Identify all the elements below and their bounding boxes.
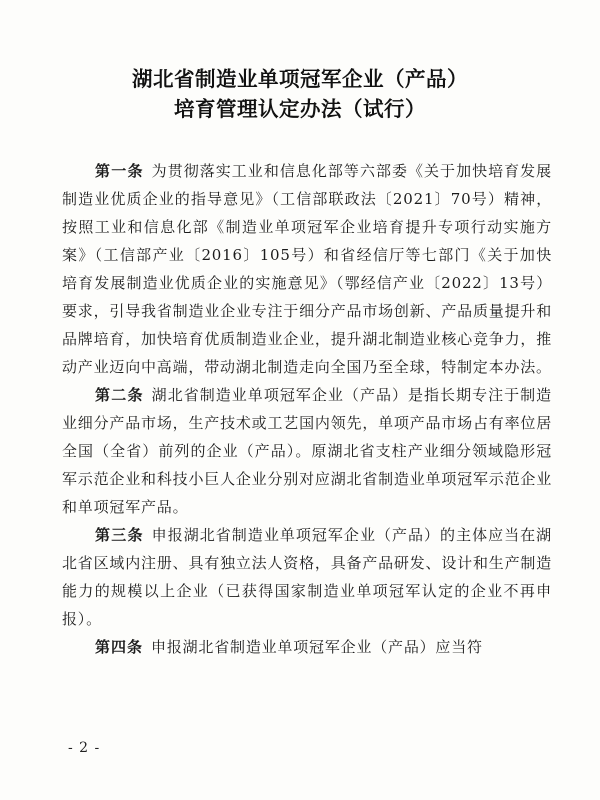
article-4 xyxy=(62,633,552,661)
article-2 xyxy=(62,381,552,521)
article-3-text: 申报湖北省制造业单项冠军企业（产品）的主体应当在湖北省区域内注册、具有独立法人资格，具备产品研发、设计和生产制造能力的规模以上企业（已获得国家制造业单项冠军认定的企业不再申报）。 xyxy=(62,526,552,628)
article-1-text: 为贯彻落实工业和信息化部等六部委《关于加快培育发展制造业优质企业的指导意见》（工信部联政法〔2021〕70号）精神，按照工业和信息化部《制造业单项冠军企业培育提升专项行动实施方案》（工信部产业〔2016〕105号）和省经信厅等七部门《关于加快培育发展制造业优质企业的实施意见》（鄂经信产业〔2022〕13号）要求，引导我省制造业企业专注于细分产品市场创新、产品质量提升和品牌培育，加快培育优质制造业企业，提升湖北制造业核心竞争力，推动产业迈向中高端，带动湖北制造走向全国乃至全球，特制定本办法。 xyxy=(62,162,552,376)
document-title-line-2: 培育管理认定办法（试行） xyxy=(174,97,426,121)
page-number: - 2 - xyxy=(68,740,101,756)
article-2-lead: 第二条 xyxy=(95,386,144,404)
document-body xyxy=(62,157,552,661)
article-3 xyxy=(62,521,552,633)
article-3-lead: 第三条 xyxy=(95,526,144,544)
article-4-lead: 第四条 xyxy=(95,638,144,656)
article-4-text: 申报湖北省制造业单项冠军企业（产品）应当符 xyxy=(151,638,483,656)
document-title-line-1: 湖北省制造业单项冠军企业（产品） xyxy=(132,67,468,91)
article-1 xyxy=(62,157,552,381)
article-1-lead: 第一条 xyxy=(95,162,144,180)
article-2-text: 湖北省制造业单项冠军企业（产品）是指长期专注于制造业细分产品市场，生产技术或工艺国内领先，单项产品市场占有率位居全国（全省）前列的企业（产品）。原湖北省支柱产业细分领域隐形冠军示范企业和科技小巨人企业分别对应湖北省制造业单项冠军示范企业和单项冠军产品。 xyxy=(62,386,552,516)
